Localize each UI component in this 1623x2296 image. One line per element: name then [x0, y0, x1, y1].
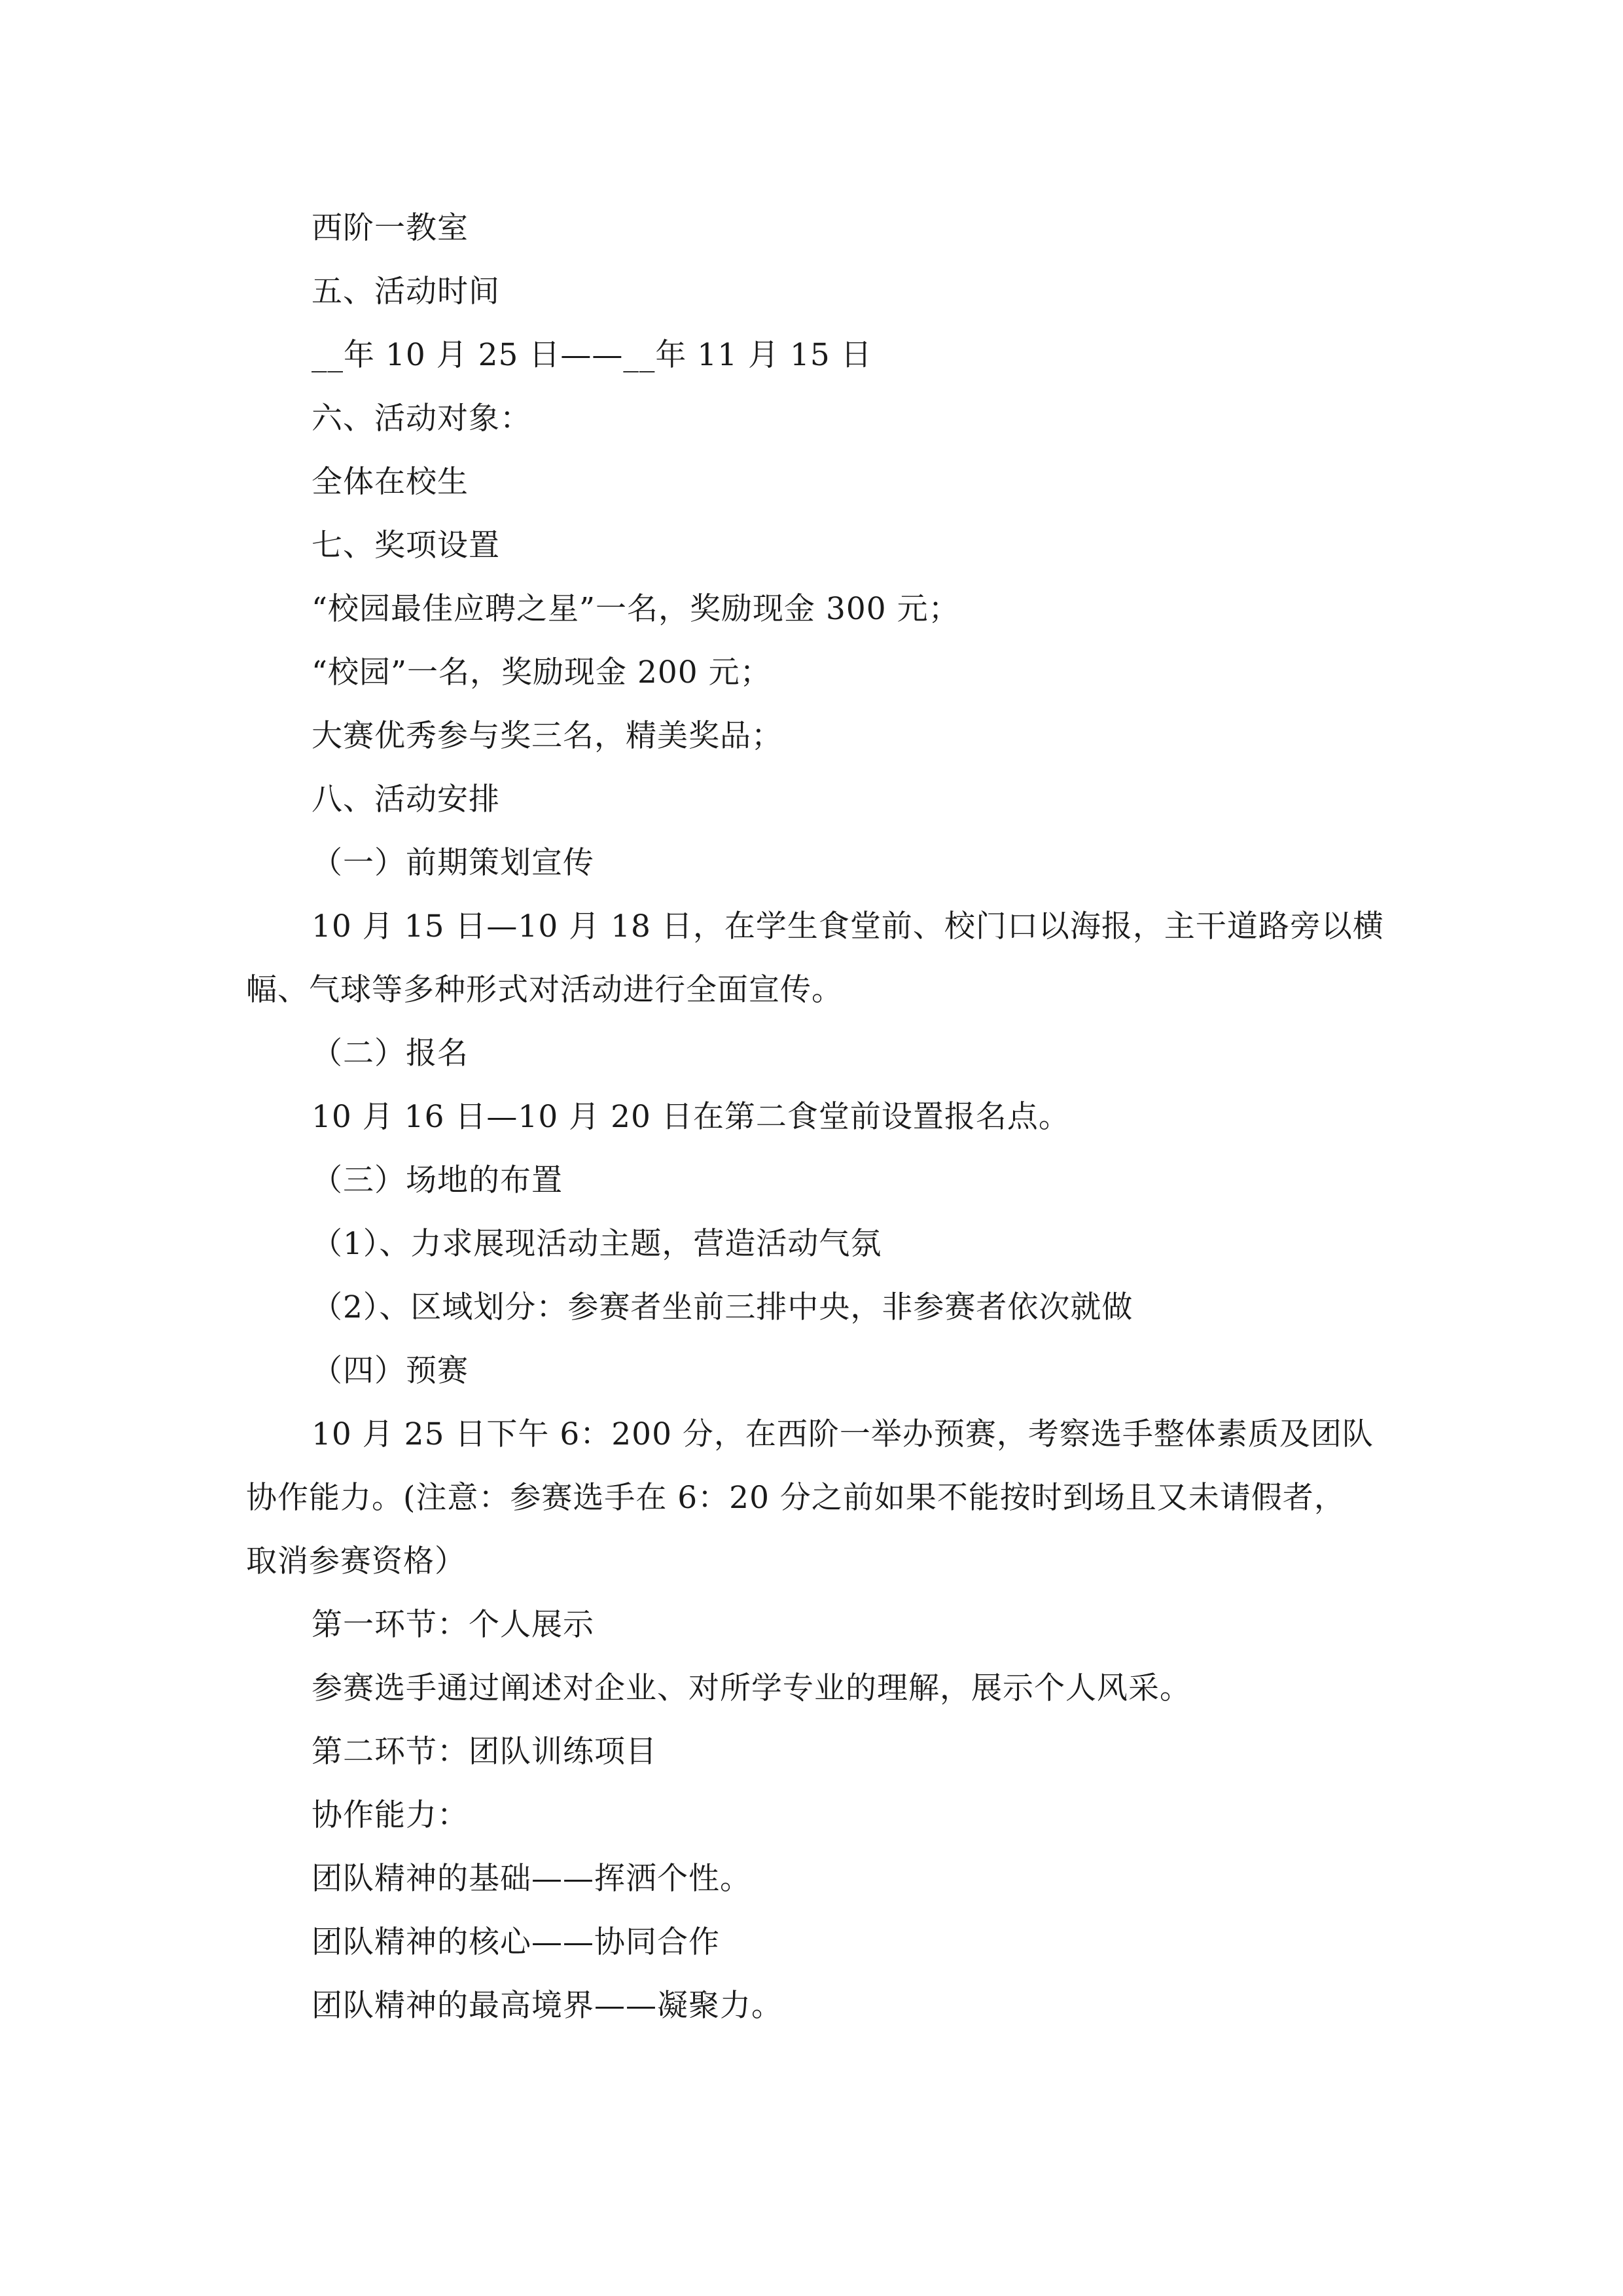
body-line: 第二环节：团队训练项目 — [312, 1734, 657, 1770]
body-line: 协作能力。(注意：参赛选手在 6：20 分之前如果不能按时到场且又未请假者， — [246, 1480, 1346, 1516]
body-line: 10 月 16 日—10 月 20 日在第二食堂前设置报名点。 — [312, 1099, 1070, 1135]
section-heading: 八、活动安排 — [312, 781, 500, 817]
body-line: 协作能力： — [312, 1797, 469, 1833]
subsection-heading: （三）场地的布置 — [312, 1162, 563, 1198]
subsection-heading: （二）报名 — [312, 1035, 469, 1071]
body-line: 参赛选手通过阐述对企业、对所学专业的理解，展示个人风采。 — [312, 1670, 1191, 1706]
section-heading: 五、活动时间 — [312, 274, 500, 310]
body-line: “校园”一名，奖励现金 200 元； — [312, 655, 772, 691]
body-line: 取消参赛资格） — [246, 1543, 466, 1579]
body-line: （2）、区域划分：参赛者坐前三排中央，非参赛者依次就做 — [312, 1289, 1133, 1325]
body-line: 团队精神的核心——协同合作 — [312, 1924, 720, 1960]
subsection-heading: （四）预赛 — [312, 1353, 469, 1389]
body-line: 团队精神的基础——挥洒个性。 — [312, 1861, 751, 1897]
body-line: 全体在校生 — [312, 464, 469, 500]
body-line: 团队精神的最高境界——凝聚力。 — [312, 1988, 783, 2024]
body-line: 10 月 15 日—10 月 18 日，在学生食堂前、校门口以海报，主干道路旁以横 — [312, 908, 1384, 944]
body-line: 第一环节：个人展示 — [312, 1607, 594, 1643]
body-line: 10 月 25 日下午 6：200 分，在西阶一举办预赛，考察选手整体素质及团队 — [312, 1416, 1374, 1452]
body-line: （1）、力求展现活动主题，营造活动气氛 — [312, 1226, 882, 1262]
body-line: “校园最佳应聘之星”一名，奖励现金 300 元； — [312, 591, 960, 627]
section-heading: 七、奖项设置 — [312, 528, 500, 564]
body-line: 幅、气球等多种形式对活动进行全面宣传。 — [246, 972, 843, 1008]
body-line: 西阶一教室 — [312, 210, 469, 246]
body-line: 大赛优秀参与奖三名，精美奖品； — [312, 718, 783, 754]
subsection-heading: （一）前期策划宣传 — [312, 845, 594, 881]
body-line: __年 10 月 25 日——__年 11 月 15 日 — [312, 337, 872, 373]
document-body — [246, 196, 1385, 2037]
section-heading: 六、活动对象： — [312, 401, 531, 437]
